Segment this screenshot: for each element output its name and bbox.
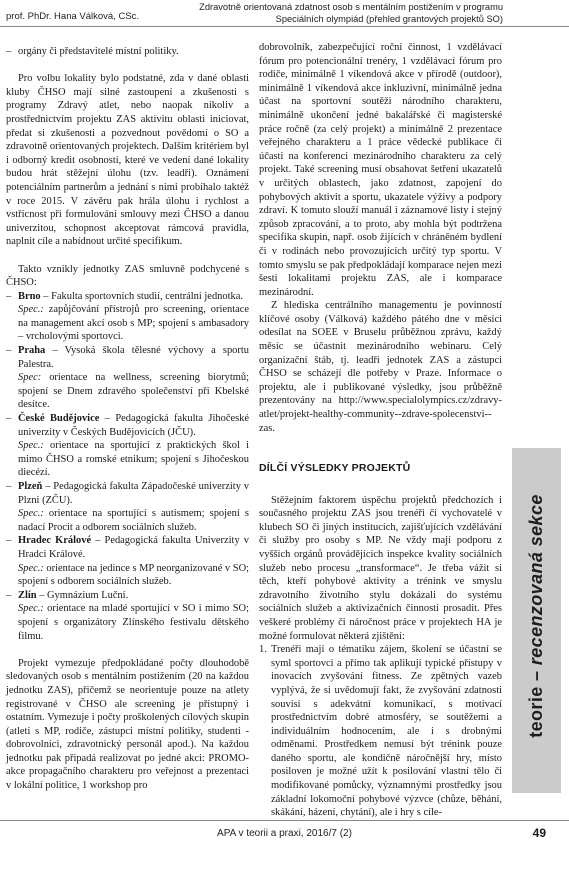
list-text: Trenéři mají o tématiku zájem, školení se účastní se syml sportovci a přímo tak aplikují typické přístupy v inovacích zvyšování fitness. Ze zpětných vazeb vyplývá, že si uvědomují fakt, že zvyšování zdatnosti souvisí s adekvátní komunikací, s motivací prostřednictvím dobré atmosféry, se soutěžemi a individuálním hodnocením, ale i s drobnými odměnami. Prostředkem nemusí být trénink pouze daného sportu, ale kondičně náročnější hry, místo posiloven je možné užít k posilování vlastní tělo či modifikované pomůcky, významnými prostředky jsou základní lokomoční pohybové výzvce (chůze, běhání, skákání, házení, chytání), ale i hry s cíle- <box>271 644 502 819</box>
right-column <box>259 41 502 820</box>
unit-item <box>6 290 249 344</box>
unit-city: Praha <box>18 345 46 357</box>
unit-item <box>6 412 249 480</box>
section-heading: DÍLČÍ VÝSLEDKY PROJEKTŮ <box>259 462 411 475</box>
unit-spec: orientace na sportující z praktických škol i mimo ČHSO a romské etnikum; spojení s Jihočeskou diecézí. <box>18 440 249 479</box>
unit-spec-label: Spec.: <box>18 304 44 316</box>
unit-spec-label: Spec: <box>18 372 42 384</box>
header-title-line1: Zdravotně orientovaná zdatnost osob s mentálním postižením v programu <box>199 2 503 12</box>
section-sidebar-label <box>513 446 559 786</box>
unit-city: České Budějovice <box>18 413 100 425</box>
unit-city: Hradec Králové <box>18 535 92 547</box>
list-item: – orgány či představitelé místní politiky. <box>6 45 249 59</box>
page-number: 49 <box>532 826 546 840</box>
unit-item <box>6 534 249 588</box>
section-label-sep: – <box>526 665 546 687</box>
unit-city: Zlín <box>18 589 37 601</box>
paragraph: Takto vznikly jednotky ZAS smluvně podchycené s ČHSO: <box>6 263 249 289</box>
findings-list <box>259 643 502 820</box>
unit-desc: – Gymnázium Luční. <box>36 589 129 601</box>
unit-spec-label: Spec.: <box>18 603 44 615</box>
unit-item <box>6 589 249 643</box>
units-list <box>6 290 249 643</box>
header-rule <box>0 26 569 27</box>
paragraph: Projekt vymezuje předpokládané počty dlouhodobě sledovaných osob s mentálním postižením (20 na každou jednotku ZAS), přičemž se neorientuje pouze na atlety registrované v ČHSO ale screening je přístupný i ostatním. Vymezuje i počty proškolených cílových skupin (atleti s MP, rodiče, zástupci místní politiky, studenti - dobrovolníci, zdravotnický personál apod.). Na každou jednotku pak připadá realizovat po jedné akci: PROMO-akce propagačního charakteru pro veřejnost a prezentaci v lokální politice, 1 workshop pro <box>6 657 249 792</box>
footer-rule <box>0 820 569 821</box>
unit-item <box>6 480 249 534</box>
unit-spec: orientace na sportující s autismem; spojení s nadací Procit a odborem sociálních služeb. <box>18 508 249 533</box>
header-title-line2: Speciálních olympiád (přehled grantových projektů SO) <box>275 13 503 24</box>
unit-spec-label: Spec.: <box>18 508 44 520</box>
paragraph: Z hlediska centrálního managementu je povinností klíčové osoby (Válková) každého pátého dne v měsíci odesílat na SOEE v Bruselu průběžnou zprávu, každý měsíc se účastnit mezinárodního webinaru. Celý organizační štáb, tj. leadři jednotek ZAS a zástupci ČHSO se scházejí dle potřeby v Praze. Informace o projektu, ale i publikované výsledky, jsou průběžně prezentovány na http://www.specialolympics.cz/zdravy-atlet/projekt-healthy-community--zdrave-spolecenstvi--zas. <box>259 300 502 434</box>
unit-spec: orientace na wellness, screening biorytmů; spojení se Dnem zdravého společenství při Kbelské desítce. <box>18 372 249 411</box>
footer-journal: APA v teorii a praxi, 2016/7 (2) <box>217 828 352 839</box>
header-author: prof. PhDr. Hana Válková, CSc. <box>6 11 140 22</box>
paragraph: Pro volbu lokality bylo podstatné, zda v dané oblasti kluby ČHSO mají silné zastoupení a zkušenosti s programy Zdravý atlet, nebo naopak nikoliv a prostřednictvím projektu ZAS aktivitu oblasti iniciovat, předat si zkušenosti a pozvednout povědomí o SO a zdravotně orientovaných projektech. Dalším kritériem byl i odborný kredit osobností, které ve vedení dané lokality budou hrát stěžejní úlohu (tzv. leadři). Oznámení potenciálním partnerům a jednání s nimi probíhalo taktéž v roce 2015. V závěru pak hrála úlohu i rychlost a vstřícnost při formulování smlouvy mezi ČHSO a danou univerzitou, schopnost akceptovat rámcová pravidla, naplnit cíle a nabídnout určité specifikum. <box>6 73 249 248</box>
unit-spec: orientace na mladé sportující v SO i mimo SO; spojení s organizátory Zlínského festivalu dětského filmu. <box>18 603 249 642</box>
unit-desc: – Fakulta sportovních studií, centrální jednotka. <box>40 290 243 302</box>
unit-city: Plzeň <box>18 481 43 492</box>
unit-item <box>6 344 249 412</box>
paragraph: Stěžejním faktorem úspěchu projektů předchozích i současného projektu ZAS jsou trenéři či vychovatelé v klubech SO či jiných institucích, zajišťujících vzdělávání či služby pro osoby s MP. Ne vždy mají podporu z vyšších orgánů provádějících inspekce kvality sociálních služeb nebo procesu „transformace“. Je třeba vážit si těch, kteří pohybové aktivity a trénink ve smyslu zdravotního životního stylu dokázali do systému sociálních služeb a aktivizačních činností prosadit. Přes veškeré problémy či náročnost práce v projektech HA je možné formulovat některá zjištění: <box>259 494 502 642</box>
unit-desc: – Pedagogická fakulta Univerzity v Hradci Králové. <box>18 535 249 560</box>
list-number: 1. <box>259 644 267 656</box>
list-item <box>259 643 502 820</box>
section-label-sub: recenzovaná sekce <box>526 494 546 666</box>
unit-desc: – Pedagogická fakulta Západočeské univerzity v Plzni (ZČU). <box>18 481 249 506</box>
top-list <box>6 45 249 59</box>
unit-spec-label: Spec.: <box>18 562 44 574</box>
left-column <box>6 45 249 793</box>
unit-spec: zapůjčování přístrojů pro screening, orientace na management akcí osob s MP; spojení s ambasadory – vrcholovými sportovci. <box>18 304 249 343</box>
unit-city: Brno <box>18 290 41 302</box>
unit-spec: orientace na jedince s MP neorganizované v SO; spojení s odborem sociálních služeb. <box>18 562 250 588</box>
unit-desc: – Pedagogická fakulta Jihočeské univerzity v Českých Budějovicích (JČU). <box>18 413 249 438</box>
section-label-main: teorie <box>526 686 546 738</box>
unit-desc: – Vysoká škola tělesné výchovy a sportu Palestra. <box>18 345 249 370</box>
paragraph: dobrovolník, zabezpečující roční činnost, 1 vzdělávací fórum pro potencionální trenéry, 1 vzdělávací fórum pro rodiče, minimálně 1 víkendová akce v přírodě (outdoor), minimálně 1 víkendová akce inkluzivní, minimálně jedna účast na sportovní soutěži národního charakteru, minimálně ukončení jedné bakalářské či magisterské práce ročně (za celý projekt) a minimálně 2 prezentace veřejného charakteru a 1 práce vědecké publikace či účasti na konferenci mezinárodního charakteru za celý projekt. Také screening musí obsahovat šetření ukazatelů v určitých oblastech, jako zdatnost, zapojení do pohybových aktivit a sportu, ukazatele výživy a podpory zdraví. K tomuto slouží manuál i záznamové listy i stejný způsob zpracování, a to proto, aby mohla být podtržena specifika skupin, např. osob žijících v chráněném bydlení či v rodinách nebo provozujících určitý typ sportu. V tomto smyslu se pak předpokládají komparace nejen mezi šesti lokalitami projektu ZAS, ale i komparace mezinárodní. <box>259 42 502 298</box>
header-title <box>199 2 503 25</box>
unit-spec-label: Spec.: <box>18 440 44 452</box>
